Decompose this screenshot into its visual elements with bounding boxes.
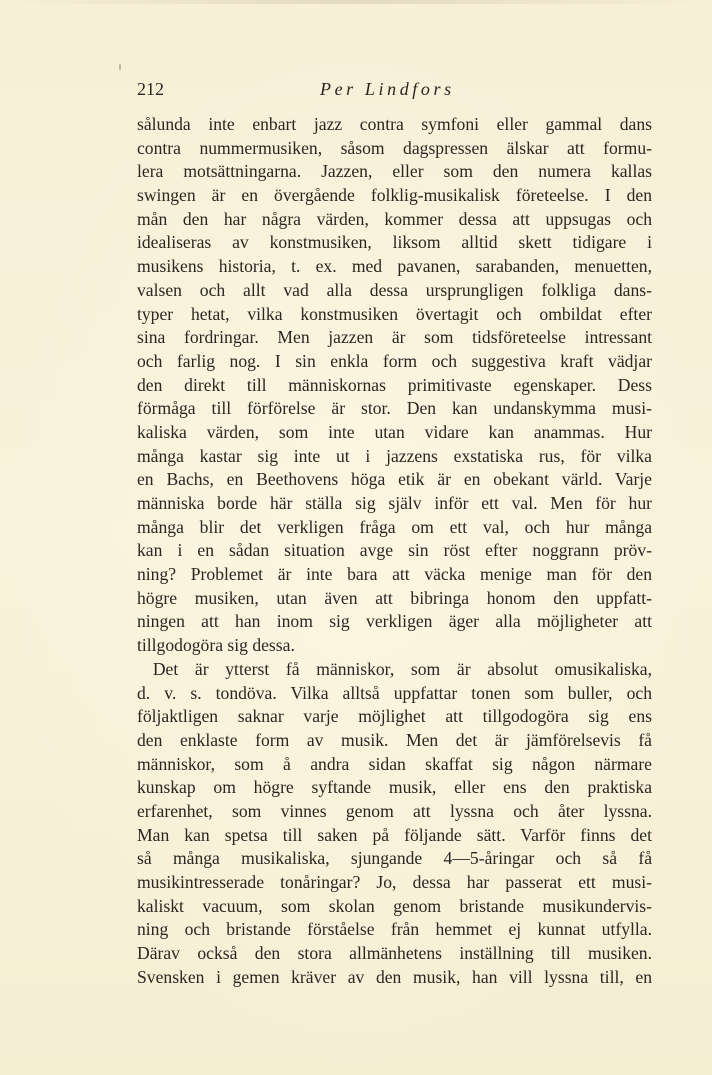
running-head-author: Per Lindfors bbox=[320, 79, 455, 99]
text-line: så många musikaliska, sjungande 4—5-åringar och så få bbox=[137, 848, 652, 869]
stray-ink-mark bbox=[119, 64, 121, 70]
text-line: mån den har några värden, kommer dessa att uppsugas och bbox=[137, 208, 652, 229]
paragraph-end-line: tillgodogöra sig dessa. bbox=[137, 635, 295, 656]
text-line: lera motsättningarna. Jazzen, eller som den numera kallas bbox=[137, 161, 652, 182]
text-line: erfarenhet, som vinnes genom att lyssna och åter lyssna. bbox=[137, 800, 652, 821]
text-line: d. v. s. tondöva. Vilka alltså uppfattar tonen som buller, och bbox=[137, 682, 652, 703]
text-line: den enklaste form av musik. Men det är jämförelsevis få bbox=[137, 729, 652, 750]
text-line: idealiseras av konstmusiken, liksom alltid skett tidigare i bbox=[137, 232, 652, 253]
page-header bbox=[137, 78, 652, 104]
text-line: swingen är en övergående folklig-musikalisk företeelse. I den bbox=[137, 185, 652, 206]
text-line: högre musiken, utan även att bibringa honom den uppfatt- bbox=[137, 587, 652, 608]
text-line: en Bachs, en Beethovens höga etik är en obekant värld. Varje bbox=[137, 469, 652, 490]
text-line: den direkt till människornas primitivaste egenskaper. Dess bbox=[137, 374, 652, 395]
text-line: sina fordringar. Men jazzen är som tidsföreteelse intressant bbox=[137, 327, 652, 348]
text-line: Svensken i gemen kräver av den musik, han vill lyssna till, en bbox=[137, 966, 652, 987]
text-line: följaktligen saknar varje möjlighet att tillgodogöra sig ens bbox=[137, 706, 652, 727]
text-line: människor, som å andra sidan skaffat sig någon närmare bbox=[137, 753, 652, 774]
text-line: kan i en sådan situation avge sin röst efter noggrann pröv- bbox=[137, 540, 652, 561]
text-line: Man kan spetsa till saken på följande sätt. Varför finns det bbox=[137, 824, 652, 845]
text-line: valsen och allt vad alla dessa ursprungligen folkliga dans- bbox=[137, 279, 652, 300]
text-line: många blir det verkligen fråga om ett val, och hur många bbox=[137, 516, 652, 537]
page-number: 212 bbox=[137, 79, 164, 99]
text-line: människa borde här ställa sig själv inför ett val. Men för hur bbox=[137, 493, 652, 513]
text-line: ningen att han inom sig verkligen äger alla möjligheter att bbox=[137, 611, 652, 632]
text-line: typer hetat, vilka konstmusiken övertagit och ombildat efter bbox=[137, 303, 652, 324]
text-line: många kastar sig inte ut i jazzens exstatiska rus, för vilka bbox=[137, 445, 652, 466]
text-line: Därav också den stora allmänhetens inställning till musiken. bbox=[137, 943, 652, 964]
paragraph-start-line: Det är ytterst få människor, som är absolut omusikaliska, bbox=[152, 658, 652, 679]
text-line: musikintresserade tonåringar? Jo, dessa har passerat ett musi- bbox=[137, 872, 652, 892]
text-line: och farlig nog. I sin enkla form och suggestiva kraft vädjar bbox=[137, 350, 652, 371]
text-line: kaliskt vacuum, som skolan genom bristande musikundervis- bbox=[137, 895, 652, 916]
text-line: ning och bristande förståelse från hemmet ej kunnat utfylla. bbox=[137, 919, 652, 940]
body-text bbox=[137, 113, 652, 989]
text-line: musikens historia, t. ex. med pavanen, sarabanden, menuetten, bbox=[137, 256, 652, 277]
text-line: sålunda inte enbart jazz contra symfoni eller gammal dans bbox=[137, 114, 652, 134]
text-line: ning? Problemet är inte bara att väcka menige man för den bbox=[137, 564, 652, 585]
text-line: kaliska värden, som inte utan vidare kan anammas. Hur bbox=[137, 421, 652, 442]
text-line: förmåga till förförelse är stor. Den kan undanskymma musi- bbox=[137, 398, 652, 419]
text-line: contra nummermusiken, såsom dagspressen älskar att formu- bbox=[137, 137, 652, 158]
text-line: kunskap om högre syftande musik, eller ens den praktiska bbox=[137, 777, 652, 798]
